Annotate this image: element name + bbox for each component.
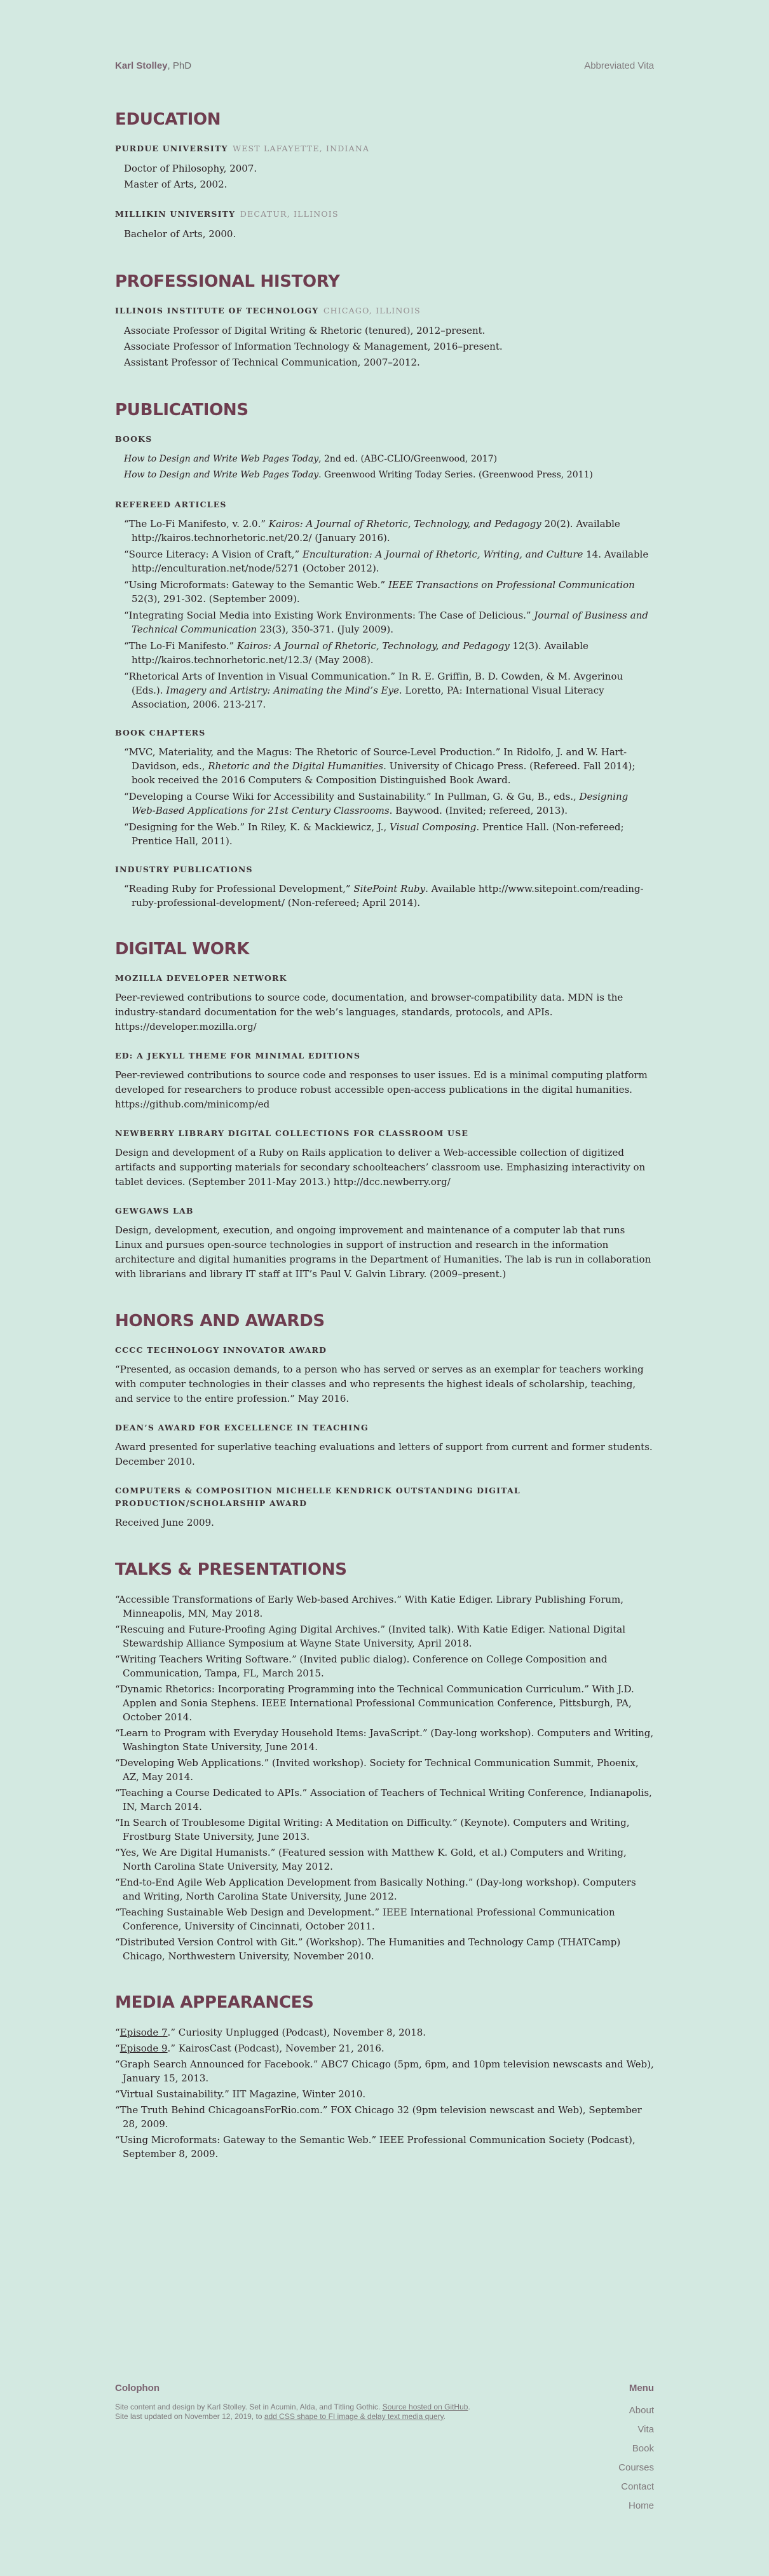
- project-heading: GEWGAWS LAB: [115, 1206, 194, 1216]
- publications-section: [115, 399, 654, 910]
- book-entry: How to Design and Write Web Pages Today, 2nd ed. (ABC-CLIO/Greenwood, 2017): [124, 454, 498, 464]
- colophon-title: Colophon: [115, 2383, 160, 2394]
- project-description: Design and development of a Ruby on Rails application to deliver a Web-accessible collection of digitized artifacts and supporting materials for secondary schoolteachers’ classroom use. Emphasizing interactivity on tablet devices. (September 2011-May 2013.) http://dcc.newberry.org/: [115, 1147, 646, 1188]
- name-suffix: , PhD: [167, 60, 192, 71]
- degree: Bachelor of Arts, 2000.: [124, 228, 236, 240]
- media-entry: “Using Microformats: Gateway to the Semantic Web.” IEEE Professional Communication Society (Podcast), September 8, 2009.: [115, 2134, 636, 2160]
- menu-title: Menu: [629, 2383, 654, 2394]
- talk-entry: “Yes, We Are Digital Humanists.” (Featured session with Matthew K. Gold, et al.) Computers and Writing, North Carolina State University, May 2012.: [115, 1847, 627, 1872]
- page-subtitle: Abbreviated Vita: [584, 60, 654, 71]
- subsection-heading: BOOK CHAPTERS: [115, 728, 206, 737]
- site-footer: [115, 2383, 654, 2511]
- project-description: Peer-reviewed contributions to source code, documentation, and browser-compatibility data. MDN is the industry-standard documentation for the web’s languages, standards, protocols, and APIs. https://developer.mozilla.org/: [115, 992, 623, 1032]
- menu-item-home[interactable]: Home: [628, 2500, 654, 2511]
- talk-entry: “Distributed Version Control with Git.” (Workshop). The Humanities and Technology Camp (THATCamp) Chicago, Northwestern University, November 2010.: [115, 1936, 621, 1962]
- project-heading: MOZILLA DEVELOPER NETWORK: [115, 973, 287, 983]
- talk-entry: “Dynamic Rhetorics: Incorporating Programming into the Technical Communication Curriculum.” With J.D. Applen and Sonia Stephens. IEEE International Professional Communication Conference, Pittsburgh, PA, October 2014.: [115, 1683, 634, 1723]
- position: Associate Professor of Information Technology & Management, 2016–present.: [124, 341, 503, 352]
- github-link[interactable]: Source hosted on GitHub: [382, 2402, 468, 2411]
- chapter-entry: “Developing a Course Wiki for Accessibility and Sustainability.” In Pullman, G. & Gu, B., eds., Designing Web-Based Applications for 21st Century Classrooms. Baywood. (Invited; refereed, 2013).: [124, 791, 629, 816]
- award-heading: COMPUTERS & COMPOSITION MICHELLE KENDRICK OUTSTANDING DIGITAL PRODUCTION/SCHOLARSHIP AWARD: [115, 1486, 521, 1508]
- book-entry: How to Design and Write Web Pages Today. Greenwood Writing Today Series. (Greenwood Press, 2011): [124, 470, 593, 480]
- talk-entry: “Writing Teachers Writing Software.” (Invited public dialog). Conference on College Composition and Communication, Tampa, FL, March 2015.: [115, 1654, 608, 1679]
- org-heading: ILLINOIS INSTITUTE OF TECHNOLOGY CHICAGO, ILLINOIS: [115, 306, 421, 315]
- award-description: “Presented, as occasion demands, to a person who has served or serves as an exemplar for teachers working with computer technologies in their classes and who represents the highest ideals of scholarship, teaching, and service to the entire profession.” May 2016.: [115, 1364, 644, 1404]
- menu-item-contact[interactable]: Contact: [621, 2481, 654, 2492]
- education-section: [115, 108, 654, 242]
- article-entry: “The Lo-Fi Manifesto.” Kairos: A Journal of Rhetoric, Technology, and Pedagogy 12(3). Available http://kairos.technorhetoric.net/12.3/ (May 2008).: [124, 640, 589, 666]
- site-header: [115, 60, 654, 76]
- project-heading: ED: A JEKYLL THEME FOR MINIMAL EDITIONS: [115, 1051, 361, 1060]
- media-entry: “Episode 7.” Curiosity Unplugged (Podcast), November 8, 2018.: [115, 2027, 426, 2038]
- menu-item-book[interactable]: Book: [632, 2443, 654, 2454]
- project-description: Peer-reviewed contributions to source code and responses to user issues. Ed is a minimal computing platform developed for researchers to produce robust accessible open-access publications in the digital humanities. https://github.com/minicomp/ed: [115, 1069, 648, 1110]
- media-entry: “Virtual Sustainability.” IIT Magazine, Winter 2010.: [115, 2088, 366, 2100]
- position: Associate Professor of Digital Writing & Rhetoric (tenured), 2012–present.: [124, 325, 486, 336]
- project-description: Design, development, execution, and ongoing improvement and maintenance of a computer lab that runs Linux and pursues open-source technologies in support of instruction and research in the information architecture and digital humanities programs in the Department of Humanities. The lab is run in collaboration with librarians and library IT staff at IIT’s Paul V. Galvin Library. (2009–present.): [115, 1224, 651, 1280]
- name-text[interactable]: Karl Stolley: [115, 60, 168, 71]
- chapter-entry: “Designing for the Web.” In Riley, K. & Mackiewicz, J., Visual Composing. Prentice Hall. (Non-refereed; Prentice Hall, 2011).: [124, 821, 624, 847]
- menu-item-courses[interactable]: Courses: [618, 2462, 654, 2473]
- talks-section: [115, 1558, 654, 1963]
- section-title: HONORS AND AWARDS: [115, 1312, 325, 1331]
- honors-section: [115, 1310, 654, 1530]
- talk-entry: “Rescuing and Future-Proofing Aging Digital Archives.” (Invited talk). With Katie Ediger. National Digital Stewardship Alliance Symposium at Wayne State University, April 2018.: [115, 1624, 625, 1649]
- media-entry: “Episode 9.” KairosCast (Podcast), November 21, 2016.: [115, 2043, 384, 2054]
- section-title: MEDIA APPEARANCES: [115, 1993, 314, 2012]
- degree: Master of Arts, 2002.: [124, 179, 228, 190]
- footer-menu: [618, 2383, 654, 2516]
- article-entry: “Integrating Social Media into Existing Work Environments: The Case of Delicious.” Journal of Business and Technical Communication 23(3), 350-371. (July 2009).: [124, 610, 648, 635]
- section-title: DIGITAL WORK: [115, 940, 250, 959]
- episode-link[interactable]: Episode 7: [119, 2027, 168, 2038]
- article-entry: “Using Microformats: Gateway to the Semantic Web.” IEEE Transactions on Professional Communication 52(3), 291-302. (September 2009).: [124, 579, 635, 605]
- main-content: [115, 108, 654, 2189]
- digital-work-section: [115, 938, 654, 1282]
- episode-link[interactable]: Episode 9: [119, 2043, 168, 2054]
- chapter-entry: “MVC, Materiality, and the Magus: The Rhetoric of Source-Level Production.” In Ridolfo, J. and W. Hart-Davidson, eds., Rhetoric and the Digital Humanities. University of Chicago Press. (Refereed. Fall 2014); book received the 2016 Computers & Composition Distinguished Book Award.: [124, 746, 636, 786]
- school-heading: MILLIKIN UNIVERSITY DECATUR, ILLINOIS: [115, 209, 339, 219]
- article-entry: “Source Literacy: A Vision of Craft,” Enculturation: A Journal of Rhetoric, Writing, and Culture 14. Available http://enculturation.net/node/5271 (October 2012).: [124, 549, 649, 574]
- talk-entry: “In Search of Troublesome Digital Writing: A Meditation on Difficulty.” (Keynote). Computers and Writing, Frostburg State University, June 2013.: [115, 1817, 630, 1842]
- award-description: Received June 2009.: [115, 1517, 214, 1528]
- colophon-text: Site content and design by Karl Stolley. Set in Acumin, Alda, and Titling Gothic. Source hosted on GitHub. Site last updated on November 12, 2019, to add CSS shape to FI image & delay text media query.: [115, 2402, 470, 2421]
- section-title: PROFESSIONAL HISTORY: [115, 272, 340, 291]
- subsection-heading: REFEREED ARTICLES: [115, 500, 227, 509]
- media-entry: “Graph Search Announced for Facebook.” ABC7 Chicago (5pm, 6pm, and 10pm television newscasts and Web), January 15, 2013.: [115, 2059, 654, 2084]
- professional-section: [115, 270, 654, 371]
- award-description: Award presented for superlative teaching evaluations and letters of support from current and former students. December 2010.: [115, 1441, 653, 1467]
- industry-entry: “Reading Ruby for Professional Development,” SitePoint Ruby. Available http://www.sitepoint.com/reading-ruby-professional-development/ (Non-refereed; April 2014).: [124, 883, 644, 908]
- talk-entry: “Teaching Sustainable Web Design and Development.” IEEE International Professional Communication Conference, University of Cincinnati, October 2011.: [115, 1907, 615, 1932]
- talk-entry: “Learn to Program with Everyday Household Items: JavaScript.” (Day-long workshop). Computers and Writing, Washington State University, June 2014.: [115, 1727, 654, 1753]
- article-entry: “The Lo-Fi Manifesto, v. 2.0.” Kairos: A Journal of Rhetoric, Technology, and Pedagogy 20(2). Available http://kairos.technorhetoric.net/20.2/ (January 2016).: [124, 518, 620, 544]
- site-name[interactable]: [115, 60, 191, 71]
- article-entry: “Rhetorical Arts of Invention in Visual Communication.” In R. E. Griffin, B. D. Cowden, & M. Avgerinou (Eds.). Imagery and Artistry: Animating the Mind’s Eye. Loretto, PA: International Visual Literacy Association, 2006. 213-217.: [124, 671, 623, 710]
- talk-entry: “End-to-End Agile Web Application Development from Basically Nothing.” (Day-long workshop). Computers and Writing, North Carolina State University, June 2012.: [115, 1877, 636, 1902]
- media-section: [115, 1991, 654, 2161]
- award-heading: DEAN’S AWARD FOR EXCELLENCE IN TEACHING: [115, 1423, 369, 1432]
- subsection-heading: INDUSTRY PUBLICATIONS: [115, 865, 253, 874]
- school-heading: PURDUE UNIVERSITY WEST LAFAYETTE, INDIANA: [115, 144, 370, 153]
- section-title: EDUCATION: [115, 110, 221, 129]
- media-entry: “The Truth Behind ChicagoansForRio.com.” FOX Chicago 32 (9pm television newscast and Web), September 28, 2009.: [115, 2104, 642, 2130]
- section-title: PUBLICATIONS: [115, 401, 248, 420]
- talk-entry: “Accessible Transformations of Early Web-based Archives.” With Katie Ediger. Library Publishing Forum, Minneapolis, MN, May 2018.: [115, 1594, 624, 1619]
- position: Assistant Professor of Technical Communication, 2007–2012.: [124, 357, 420, 368]
- project-heading: NEWBERRY LIBRARY DIGITAL COLLECTIONS FOR CLASSROOM USE: [115, 1128, 469, 1138]
- talk-entry: “Teaching a Course Dedicated to APIs.” Association of Teachers of Technical Writing Conference, Indianapolis, IN, March 2014.: [115, 1787, 652, 1812]
- commit-link[interactable]: add CSS shape to FI image & delay text media query: [264, 2412, 444, 2421]
- talk-entry: “Developing Web Applications.” (Invited workshop). Society for Technical Communication Summit, Phoenix, AZ, May 2014.: [115, 1757, 639, 1783]
- menu-item-about[interactable]: About: [629, 2405, 654, 2416]
- degree: Doctor of Philosophy, 2007.: [124, 163, 257, 174]
- section-title: TALKS & PRESENTATIONS: [115, 1560, 347, 1579]
- menu-item-vita[interactable]: Vita: [637, 2424, 654, 2435]
- award-heading: CCCC TECHNOLOGY INNOVATOR AWARD: [115, 1345, 327, 1355]
- subsection-heading: BOOKS: [115, 434, 153, 444]
